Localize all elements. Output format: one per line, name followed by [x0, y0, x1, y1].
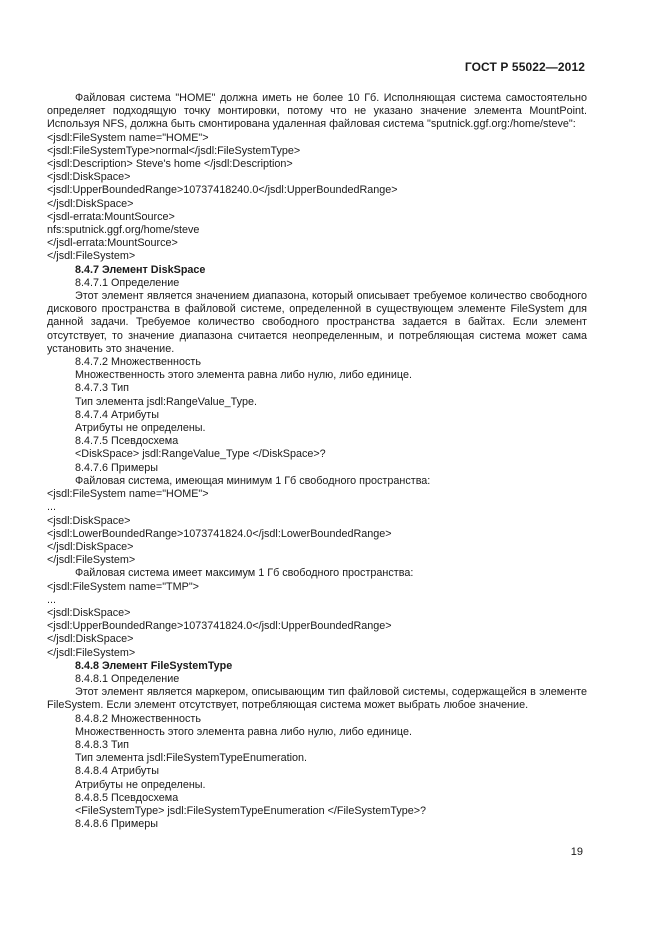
code-line: <jsdl:FileSystem name="HOME">	[47, 131, 209, 144]
section-heading: 8.4.7 Элемент DiskSpace	[75, 263, 206, 276]
code-line: </jsdl:DiskSpace>	[47, 633, 134, 646]
code-line: ...	[47, 593, 56, 606]
code-line: ...	[47, 501, 56, 514]
page-number: 19	[570, 846, 583, 858]
code-line: <jsdl-errata:MountSource>	[47, 210, 175, 223]
code-line: <jsdl:Description> Steve's home </jsdl:Description>	[47, 158, 293, 171]
paragraph: Этот элемент является значением диапазона, который описывает требуемое количество свободного дискового пространства в файловой системе, определенной в существующем элементе FileSystem для данной задачи. Требуемое количество свободного пространства задается в байтах. Если элемент отсутствует, то значение диапазона считается неопределенным, и потребляющая система может сама установить это значение.	[47, 290, 587, 355]
code-line: <jsdl:FileSystem name="HOME">	[47, 488, 209, 501]
text-line: Тип элемента jsdl:FileSystemTypeEnumeration.	[75, 752, 308, 765]
text-line: 8.4.8.2 Множественность	[75, 712, 201, 725]
text-line: 8.4.7.1 Определение	[75, 276, 180, 289]
text-line: 8.4.7.5 Псевдосхема	[75, 435, 179, 448]
code-line: </jsdl:DiskSpace>	[47, 197, 134, 210]
text-line: 8.4.7.3 Тип	[75, 382, 130, 395]
text-line: Множественность этого элемента равна либо нулю, либо единице.	[75, 725, 412, 738]
text-line: 8.4.8.5 Псевдосхема	[75, 791, 179, 804]
text-line: <FileSystemType> jsdl:FileSystemTypeEnumeration </FileSystemType>?	[75, 804, 427, 817]
text-line: 8.4.8.3 Тип	[75, 738, 130, 751]
code-line: </jsdl:FileSystem>	[47, 554, 136, 567]
code-line: </jsdl:FileSystem>	[47, 250, 136, 263]
text-line: Файловая система имеет максимум 1 Гб свободного пространства:	[75, 567, 414, 580]
paragraph: Этот элемент является маркером, описывающим тип файловой системы, содержащейся в элементе FileSystem. Если элемент отсутствует, потребляющая система может выбрать любое значение.	[47, 686, 587, 712]
code-line: </jsdl-errata:MountSource>	[47, 237, 178, 250]
code-line: <jsdl:UpperBoundedRange>1073741824.0</jsdl:UpperBoundedRange>	[47, 620, 392, 633]
code-line: <jsdl:FileSystemType>normal</jsdl:FileSystemType>	[47, 144, 301, 157]
code-line: </jsdl:DiskSpace>	[47, 540, 134, 553]
paragraph: Файловая система "HOME" должна иметь не более 10 Гб. Исполняющая система самостоятельно определяет подходящую точку монтировки, потому что не указано значение элемента MountPoint. Используя NFS, должна быть смонтирована удаленная файловая система "sputnick.ggf.org:/home/steve":	[47, 92, 587, 131]
text-line: Атрибуты не определены.	[75, 778, 206, 791]
text-line: 8.4.7.4 Атрибуты	[75, 408, 160, 421]
text-line: 8.4.7.6 Примеры	[75, 461, 159, 474]
document-header: ГОСТ Р 55022—2012	[464, 60, 585, 74]
section-heading: 8.4.8 Элемент FileSystemType	[75, 659, 233, 672]
text-line: Множественность этого элемента равна либо нулю, либо единице.	[75, 369, 412, 382]
code-line: <jsdl:LowerBoundedRange>1073741824.0</jsdl:LowerBoundedRange>	[47, 527, 392, 540]
text-line: 8.4.7.2 Множественность	[75, 356, 201, 369]
code-line: <jsdl:DiskSpace>	[47, 514, 131, 527]
code-line: </jsdl:FileSystem>	[47, 646, 136, 659]
text-line: 8.4.8.4 Атрибуты	[75, 765, 160, 778]
page-body	[47, 92, 587, 831]
code-line: <jsdl:FileSystem name="TMP">	[47, 580, 199, 593]
text-line: 8.4.8.6 Примеры	[75, 818, 159, 831]
code-line: <jsdl:UpperBoundedRange>10737418240.0</jsdl:UpperBoundedRange>	[47, 184, 398, 197]
text-line: <DiskSpace> jsdl:RangeValue_Type </DiskSpace>?	[75, 448, 326, 461]
text-line: 8.4.8.1 Определение	[75, 672, 180, 685]
text-line: Атрибуты не определены.	[75, 422, 206, 435]
code-line: <jsdl:DiskSpace>	[47, 606, 131, 619]
code-line: <jsdl:DiskSpace>	[47, 171, 131, 184]
code-line: nfs:sputnick.ggf.org/home/steve	[47, 224, 200, 237]
text-line: Файловая система, имеющая минимум 1 Гб свободного пространства:	[75, 474, 431, 487]
text-line: Тип элемента jsdl:RangeValue_Type.	[75, 395, 258, 408]
